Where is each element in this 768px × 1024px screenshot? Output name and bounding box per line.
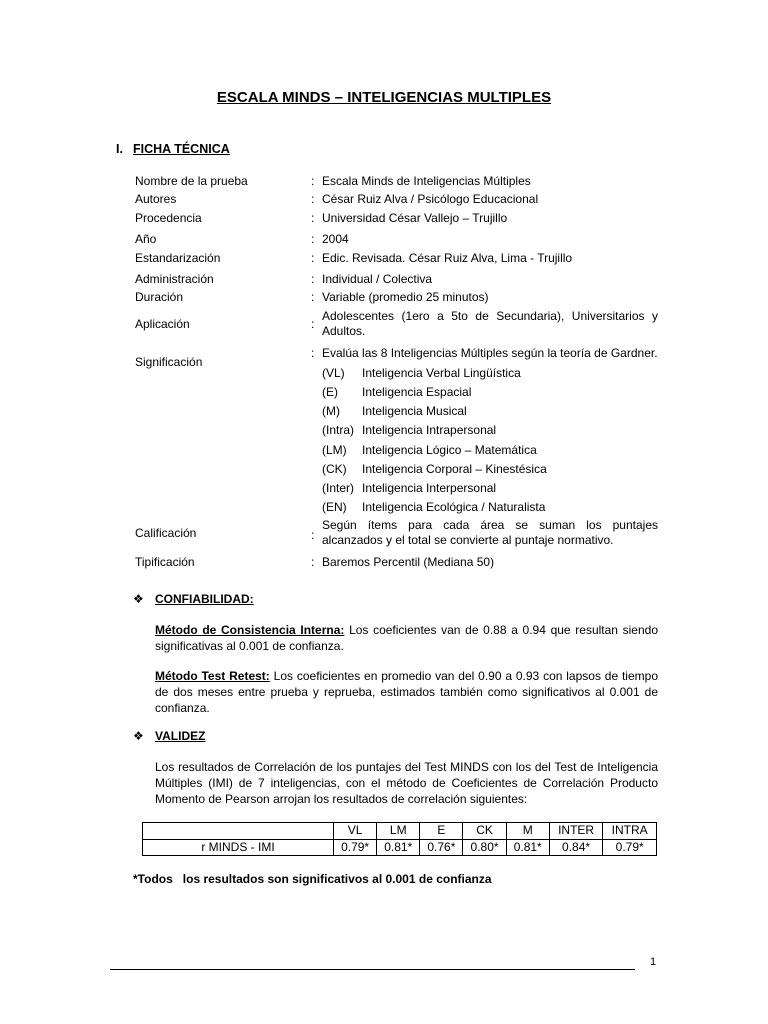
- ficha-label: Duración: [135, 290, 184, 304]
- ficha-value: Universidad César Vallejo – Trujillo: [322, 211, 508, 225]
- ficha-colon: :: [311, 317, 315, 331]
- ficha-colon: :: [311, 232, 315, 246]
- table-cell: 0.81*: [506, 839, 549, 856]
- table-header-cell: LM: [377, 823, 420, 840]
- confiabilidad-heading-text: CONFIABILIDAD:: [155, 592, 254, 606]
- intelligence-code: (Inter): [322, 481, 355, 495]
- ficha-value: Evalúa las 8 Inteligencias Múltiples según la teoría de Gardner.: [322, 346, 658, 360]
- diamond-bullet-icon: ❖: [133, 729, 144, 743]
- intelligence-name: Inteligencia Musical: [362, 404, 467, 418]
- validez-heading-text: VALIDEZ: [155, 729, 206, 743]
- intelligence-name: Inteligencia Interpersonal: [362, 481, 497, 495]
- table-cell: 0.81*: [377, 839, 420, 856]
- intelligence-name: Inteligencia Lógico – Matemática: [362, 443, 537, 457]
- ficha-colon: :: [311, 555, 315, 569]
- page-number: 1: [650, 956, 657, 968]
- consistencia-paragraph: [155, 622, 658, 654]
- table-header-cell: E: [420, 823, 463, 840]
- ficha-value: Escala Minds de Inteligencias Múltiples: [322, 174, 531, 188]
- table-cell: 0.80*: [463, 839, 506, 856]
- table-cell: 0.79*: [334, 839, 377, 856]
- ficha-value: 2004: [322, 232, 349, 246]
- intelligence-name: Inteligencia Ecológica / Naturalista: [362, 500, 546, 514]
- ficha-label: Nombre de la prueba: [135, 174, 248, 188]
- retest-text: Los coeficientes en promedio van del 0.90 a 0.93 con lapsos de tiempo de dos meses entre prueba y reprueba, estimados también como significativos al 0.001 de confianza.: [155, 669, 658, 715]
- validez-paragraph: Los resultados de Correlación de los puntajes del Test MINDS con los del Test de Inteligencia Múltiples (IMI) de 7 inteligencias, con el método de Coeficientes de Correlación Producto Momento de Pearson arrojan los resultados de correlación siguientes:: [155, 760, 658, 806]
- ficha-label: Significación: [135, 355, 203, 369]
- ficha-value: Variable (promedio 25 minutos): [322, 290, 489, 304]
- table-header-cell: [143, 823, 334, 840]
- table-cell: r MINDS - IMI: [143, 839, 334, 856]
- ficha-label: Administración: [135, 272, 214, 286]
- document-title: ESCALA MINDS – INTELIGENCIAS MULTIPLES: [216, 89, 552, 106]
- confiabilidad-heading: [133, 592, 254, 608]
- table-header-cell: VL: [334, 823, 377, 840]
- table-header-cell: M: [506, 823, 549, 840]
- table-header-row: [143, 823, 657, 840]
- ficha-colon: :: [311, 290, 315, 304]
- ficha-colon: :: [311, 251, 315, 265]
- section-label: FICHA TÉCNICA: [133, 142, 230, 156]
- table-cell: 0.79*: [603, 839, 657, 856]
- intelligence-name: Inteligencia Corporal – Kinestésica: [362, 462, 547, 476]
- ficha-colon: :: [311, 528, 315, 542]
- ficha-label: Año: [135, 232, 157, 246]
- intelligence-code: (E): [322, 385, 338, 399]
- ficha-label: Estandarización: [135, 251, 221, 265]
- ficha-colon: :: [311, 174, 315, 188]
- intelligence-code: (VL): [322, 366, 345, 380]
- ficha-value: Adolescentes (1ero a 5to de Secundaria), Universitarios y Adultos.: [322, 309, 658, 338]
- ficha-colon: :: [311, 346, 315, 360]
- ficha-label: Calificación: [135, 526, 197, 540]
- ficha-value: Individual / Colectiva: [322, 272, 433, 286]
- retest-label: Método Test Retest:: [155, 669, 270, 683]
- intelligence-code: (CK): [322, 462, 347, 476]
- intelligence-code: (LM): [322, 443, 347, 457]
- ficha-value: Edic. Revisada. César Ruiz Alva, Lima - Trujillo: [322, 251, 573, 265]
- ficha-value: César Ruiz Alva / Psicólogo Educacional: [322, 192, 539, 206]
- ficha-colon: :: [311, 272, 315, 286]
- ficha-label: Procedencia: [135, 211, 202, 225]
- intelligence-code: (Intra): [322, 423, 355, 437]
- table-header-cell: INTER: [549, 823, 603, 840]
- ficha-value: Según ítems para cada área se suman los puntajes alcanzados y el total se convierte al puntaje normativo.: [322, 518, 658, 547]
- ficha-label: Autores: [135, 192, 177, 206]
- consistencia-label: Método de Consistencia Interna:: [155, 623, 345, 637]
- correlation-table: [142, 822, 657, 856]
- intelligence-code: (EN): [322, 500, 347, 514]
- table-header-cell: CK: [463, 823, 506, 840]
- ficha-label: Aplicación: [135, 317, 190, 331]
- table-cell: 0.84*: [549, 839, 603, 856]
- section-heading: [116, 141, 230, 157]
- significance-footnote: *Todos los resultados son significativos al 0.001 de confianza: [133, 872, 492, 886]
- section-number: I.: [116, 142, 123, 156]
- table-cell: 0.76*: [420, 839, 463, 856]
- ficha-label: Tipificación: [135, 555, 195, 569]
- retest-paragraph: [155, 668, 658, 716]
- diamond-bullet-icon: ❖: [133, 592, 144, 606]
- ficha-value: Baremos Percentil (Mediana 50): [322, 555, 495, 569]
- intelligence-name: Inteligencia Intrapersonal: [362, 423, 497, 437]
- ficha-colon: :: [311, 211, 315, 225]
- ficha-colon: :: [311, 192, 315, 206]
- table-header-cell: INTRA: [603, 823, 657, 840]
- table-row: [143, 839, 657, 856]
- validez-heading: [133, 729, 205, 745]
- intelligence-name: Inteligencia Verbal Lingüística: [362, 366, 521, 380]
- intelligence-code: (M): [322, 404, 340, 418]
- intelligence-name: Inteligencia Espacial: [362, 385, 472, 399]
- consistencia-text: Los coeficientes van de 0.88 a 0.94 que resultan siendo significativas al 0.001 de confianza.: [155, 623, 659, 653]
- footer-divider: [110, 969, 635, 970]
